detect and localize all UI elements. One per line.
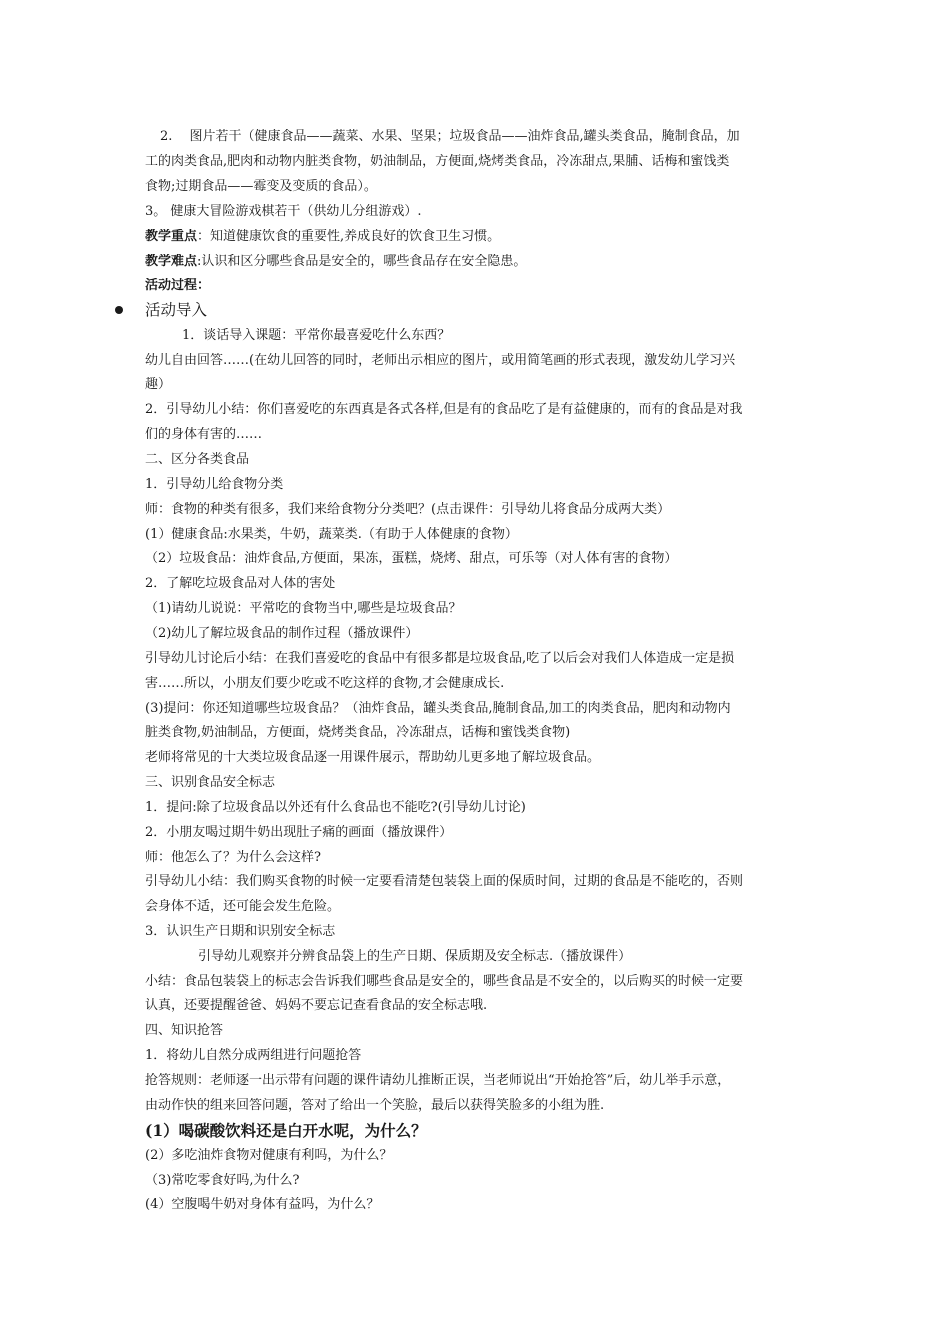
body-line: 1．将幼儿自然分成两组进行问题抢答 <box>145 1048 362 1063</box>
body-line: 老师将常见的十大类垃圾食品逐一用课件展示，帮助幼儿更多地了解垃圾食品。 <box>145 750 601 765</box>
key-point-label: 教学重点 <box>145 229 198 244</box>
body-line: 害……所以，小朋友们要少吃或不吃这样的食物,才会健康成长. <box>145 676 505 691</box>
process-title: 活动过程： <box>145 278 211 293</box>
body-line: 2．引导幼儿小结：你们喜爱吃的东西真是各式各样,但是有的食品吃了是有益健康的，而有的食品是对我 <box>145 402 743 417</box>
section-heading: 四、知识抢答 <box>145 1023 224 1038</box>
body-line: 2．小朋友喝过期牛奶出现肚子痛的画面（播放课件） <box>145 825 453 840</box>
body-line: （2)幼儿了解垃圾食品的制作过程（播放课件） <box>145 626 419 641</box>
body-line: 引导幼儿讨论后小结：在我们喜爱吃的食品中有很多都是垃圾食品,吃了以后会对我们人体造成一定是损 <box>145 651 735 666</box>
body-line: 小结：食品包装袋上的标志会告诉我们哪些食品是安全的，哪些食品是不安全的，以后购买的时候一定要 <box>145 974 744 989</box>
body-line: 1．引导幼儿给食物分类 <box>145 477 284 492</box>
body-line: 引导幼儿小结：我们购买食物的时候一定要看清楚包装袋上面的保质时间，过期的食品是不能吃的，否则 <box>145 874 744 889</box>
body-line: 2．了解吃垃圾食品对人体的害处 <box>145 576 336 591</box>
question-2: (2）多吃油炸食物对健康有利吗，为什么？ <box>145 1148 393 1163</box>
body-line: 1．谈话导入课题：平常你最喜爱吃什么东西？ <box>182 328 451 343</box>
body-line: 幼儿自由回答……(在幼儿回答的同时，老师出示相应的图片，或用简笔画的形式表现，激发幼儿学习兴 <box>145 353 736 368</box>
body-line: 由动作快的组来回答问题，答对了给出一个笑脸，最后以获得笑脸多的小组为胜. <box>145 1098 605 1113</box>
body-line: 认真，还要提醒爸爸、妈妈不要忘记查看食品的安全标志哦. <box>145 998 488 1013</box>
body-line: 1．提问:除了垃圾食品以外还有什么食品也不能吃?(引导幼儿讨论) <box>145 800 526 815</box>
body-line: 师：食物的种类有很多，我们来给食物分分类吧？(点击课件：引导幼儿将食品分成两大类） <box>145 502 671 517</box>
difficulty-label: 教学难点 <box>145 254 198 269</box>
bullet-icon <box>115 306 123 314</box>
question-4: (4）空腹喝牛奶对身体有益吗，为什么？ <box>145 1197 380 1212</box>
materials-item-2: 2. 图片若干（健康食品——蔬菜、水果、坚果；垃圾食品——油炸食品,罐头类食品，腌制食品，加 <box>160 129 740 144</box>
key-point <box>145 229 810 245</box>
body-line: (1）健康食品:水果类，牛奶，蔬菜类.（有助于人体健康的食物） <box>145 527 518 542</box>
body-line: 引导幼儿观察并分辨食品袋上的生产日期、保质期及安全标志.（播放课件） <box>198 949 632 964</box>
body-line: 脏类食物,奶油制品，方便面，烧烤类食品，冷冻甜点，话梅和蜜饯类食物) <box>145 725 571 740</box>
difficulty <box>145 254 810 270</box>
body-line: 们的身体有害的…… <box>145 427 263 442</box>
question-3: （3)常吃零食好吗,为什么? <box>145 1173 300 1188</box>
materials-item-2-cont: 食物;过期食品——霉变及变质的食品）。 <box>145 179 377 194</box>
materials-item-3: 3。 健康大冒险游戏棋若干（供幼儿分组游戏）. <box>145 204 422 219</box>
section-heading: 二、区分各类食品 <box>145 452 250 467</box>
body-line: 趣） <box>145 377 172 392</box>
body-line: (3)提问：你还知道哪些垃圾食品？（油炸食品，罐头类食品,腌制食品,加工的肉类食品，肥肉和动物内 <box>145 701 731 716</box>
section-heading: 三、识别食品安全标志 <box>145 775 276 790</box>
body-line: 3．认识生产日期和识别安全标志 <box>145 924 336 939</box>
body-line: （2）垃圾食品：油炸食品,方便面，果冻，蛋糕，烧烤、甜点，可乐等（对人体有害的食物） <box>145 551 678 566</box>
difficulty-text: :认识和区分哪些食品是安全的，哪些食品存在安全隐患。 <box>197 254 527 269</box>
question-1: (1）喝碳酸饮料还是白开水呢，为什么？ <box>145 1121 427 1140</box>
materials-item-2-cont: 工的肉类食品,肥肉和动物内脏类食物，奶油制品，方便面,烧烤类食品，冷冻甜点,果脯、话梅和蜜饯类 <box>145 154 730 169</box>
key-point-text: ：知道健康饮食的重要性,养成良好的饮食卫生习惯。 <box>197 229 501 244</box>
body-line: 师：他怎么了？为什么会这样? <box>145 850 321 865</box>
intro-heading: 活动导入 <box>145 301 208 319</box>
body-line: （1)请幼儿说说：平常吃的食物当中,哪些是垃圾食品？ <box>145 601 462 616</box>
body-line: 抢答规则：老师逐一出示带有问题的课件请幼儿推断正误，当老师说出“开始抢答”后，幼儿举手示意， <box>145 1073 731 1088</box>
body-line: 会身体不适，还可能会发生危险。 <box>145 899 341 914</box>
